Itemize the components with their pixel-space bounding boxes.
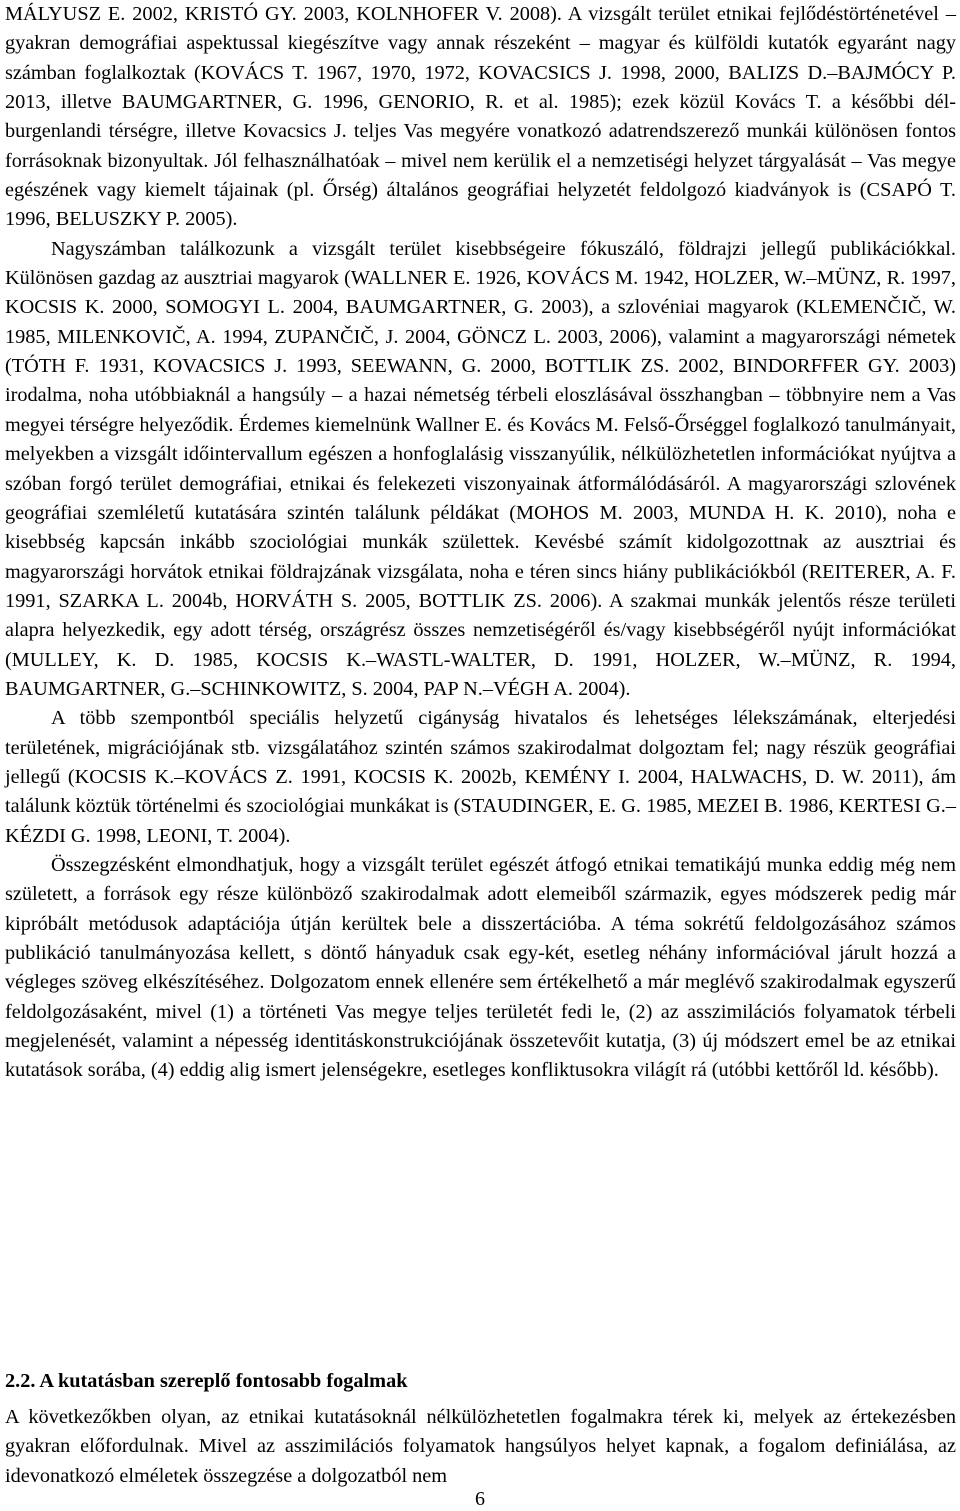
paragraph-4: Összegzésként elmondhatjuk, hogy a vizsgált terület egészét átfogó etnikai tematikájú munka eddig még nem született, a források egy része különböző szakirodalmak adott elemeiből származik, egyes módszerek pedig már kipróbált metódusok adaptációja útján kerültek bele a disszertációba. A téma sokrétű feldolgozásához számos publikáció tanulmányozása kellett, s döntő hányaduk csak egy-két, esetleg néhány információval járult hozzá a végleges szöveg elkészítéséhez. Dolgozatom ennek ellenére sem értékelhető a már meglévő szakirodalmak egyszerű feldolgozásaként, mivel (1) a történeti Vas megye teljes területét fedi le, (2) az asszimilációs folyamatok térbeli megjelenését, valamint a népesség identitáskonstrukciójának összetevőit kutatja, (3) új módszert emel be az etnikai kutatások sorába, (4) eddig alig ismert jelenségekre, esetleges konfliktusokra világít rá (utóbbi kettőről ld. később).	[5, 853, 956, 1082]
page-number: 6	[475, 1488, 485, 1510]
paragraph-3: A több szempontból speciális helyzetű cigányság hivatalos és lehetséges lélekszámának, elterjedési területének, migrációjának stb. vizsgálatához szintén számos szakirodalmat dolgoztam fel; nagy részük geográfiai jellegű (KOCSIS K.–KOVÁCS Z. 1991, KOCSIS K. 2002b, KEMÉNY I. 2004, HALWACHS, D. W. 2011), ám találunk köztük történelmi és szociológiai munkákat is (STAUDINGER, E. G. 1985, MEZEI B. 1986, KERTESI G.–KÉZDI G. 1998, LEONI, T. 2004).	[5, 707, 956, 847]
paragraph-1: MÁLYUSZ E. 2002, KRISTÓ GY. 2003, KOLNHOFER V. 2008). A vizsgált terület etnikai fejlődéstörténetével – gyakran demográfiai aspektussal kiegészítve vagy annak részeként – magyar és külföldi kutatók egyaránt nagy számban foglalkoztak (KOVÁCS T. 1967, 1970, 1972, KOVACSICS J. 1998, 2000, BALIZS D.–BAJMÓCY P. 2013, illetve BAUMGARTNER, G. 1996, GENORIO, R. et al. 1985); ezek közül Kovács T. a későbbi dél-burgenlandi térségre, illetve Kovacsics J. teljes Vas megyére vonatkozó adatrendszerező munkái különösen fontos forrásoknak bizonyultak. Jól felhasználhatóak – mivel nem kerülik el a nemzetiségi helyzet tárgyalását – Vas megye egészének vagy kiemelt tájainak (pl. Őrség) általános geográfiai helyzetét feldolgozó kiadványok is (CSAPÓ T. 1996, BELUSZKY P. 2005).	[5, 3, 956, 231]
section-intro-paragraph: A következőkben olyan, az etnikai kutatásoknál nélkülözhetetlen fogalmakra térek ki, melyek az értekezésben gyakran előfordulnak. Mivel az asszimilációs folyamatok hangsúlyos helyet kapnak, a fogalom definiálása, az idevonatkozó elméletek összegzése a dolgozatból nem	[5, 1406, 956, 1487]
section-title: A kutatásban szereplő fontosabb fogalmak	[39, 1370, 408, 1392]
section-heading	[5, 1367, 408, 1396]
document-page	[5, 0, 956, 1086]
paragraph-2: Nagyszámban találkozunk a vizsgált terület kisebbségeire fókuszáló, földrajzi jellegű publikációkkal. Különösen gazdag az ausztriai magyarok (WALLNER E. 1926, KOVÁCS M. 1942, HOLZER, W.–MÜNZ, R. 1997, KOCSIS K. 2000, SOMOGYI L. 2004, BAUMGARTNER, G. 2003), a szlovéniai magyarok (KLEMENČIČ, W. 1985, MILENKOVIČ, A. 1994, ZUPANČIČ, J. 2004, GÖNCZ L. 2003, 2006), valamint a magyarországi németek (TÓTH F. 1931, KOVACSICS J. 1993, SEEWANN, G. 2000, BOTTLIK ZS. 2002, BINDORFFER GY. 2003) irodalma, noha utóbbiaknál a hangsúly – a hazai németség térbeli eloszlásával összhangban – többnyire nem a Vas megyei térségre helyeződik. Érdemes kiemelnünk Wallner E. és Kovács M. Felső-Őrséggel foglalkozó tanulmányait, melyekben a vizsgált időintervallum egészen a honfoglalásig visszanyúlik, nélkülözhetetlen információkat nyújtva a szóban forgó terület demográfiai, etnikai és felekezeti viszonyainak átformálódásáról. A magyarországi szlovének geográfiai szemléletű kutatására szintén találunk példákat (MOHOS M. 2003, MUNDA H. K. 2010), noha e kisebbség kapcsán inkább szociológiai munkák születtek. Kevésbé számít kidolgozottnak az ausztriai és magyarországi horvátok etnikai földrajzának vizsgálata, noha e téren sincs hiány publikációkból (REITERER, A. F. 1991, SZARKA L. 2004b, HORVÁTH S. 2005, BOTTLIK ZS. 2006). A szakmai munkák jelentős része területi alapra helyezkedik, egy adott térség, országrész összes nemzetiségéről és/vagy kisebbségéről nyújt információkat (MULLEY, K. D. 1985, KOCSIS K.–WASTL-WALTER, D. 1991, HOLZER, W.–MÜNZ, R. 1994, BAUMGARTNER, G.–SCHINKOWITZ, S. 2004, PAP N.–VÉGH A. 2004).	[5, 237, 956, 700]
section-number: 2.2.	[5, 1370, 36, 1392]
